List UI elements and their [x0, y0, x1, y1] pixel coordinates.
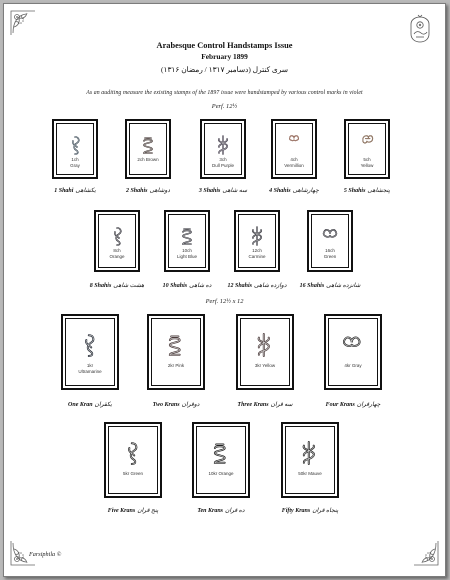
stamp-value-label: 4kr Gray [344, 363, 362, 368]
stamp-caption-persian: دوشاهی [149, 188, 171, 194]
stamp-caption-english: 8 Shahis [89, 283, 112, 289]
arabesque-handstamp-icon [140, 135, 156, 155]
stamp-caption-english: 12 Shahis [227, 283, 253, 289]
stamp-caption [222, 401, 308, 408]
stamp-frame [324, 314, 382, 390]
stamp-caption [220, 282, 294, 289]
stamp-caption-english: Ten Krans [197, 508, 224, 514]
stamp-frame [344, 119, 390, 179]
stamp-value-label: 16ch [325, 248, 335, 253]
stamp-caption-english: One Kran [68, 402, 93, 408]
stamp-caption [257, 187, 331, 194]
stamp-caption-persian: دوقران [181, 402, 200, 408]
stamp-caption [267, 507, 353, 514]
stamp-caption-persian: چهارشاهی [292, 188, 319, 194]
arabesque-handstamp-icon [179, 226, 195, 246]
stamp-caption-persian: دوازده شاهی [254, 283, 287, 289]
stamp-caption [330, 187, 404, 194]
stamp-color-label: Yellow [360, 163, 374, 168]
stamp-value-label: 50kr Mauve [298, 471, 322, 476]
stamp-caption [133, 401, 219, 408]
page-title: Arabesque Control Handstamps Issue [156, 41, 293, 50]
stamp-caption-persian: پنجاه قران [312, 508, 339, 514]
stamp-color-label: Light Blue [176, 254, 197, 259]
stamp-value-label: 10kr Orange [208, 471, 234, 476]
stamp-frame [236, 314, 294, 390]
arabesque-handstamp-icon [79, 332, 101, 358]
stamp-value-label: 12ch [252, 248, 262, 253]
arabesque-handstamp-icon [109, 226, 125, 246]
stamp-caption [293, 282, 367, 289]
stamp-caption-persian: ده شاهی [189, 283, 212, 289]
stamp-caption-persian: سه قران [270, 402, 293, 408]
stamp-frame [94, 210, 140, 272]
arabesque-handstamp-icon [299, 440, 321, 466]
stamp-caption [80, 282, 154, 289]
stamp-frame [104, 422, 162, 498]
arabesque-handstamp-icon [165, 332, 187, 358]
stamp-caption-persian: سه شاهی [222, 188, 248, 194]
stamp-caption-english: 2 Shahis [125, 188, 148, 194]
perforation-label: Perf. 12½ x 12 [205, 298, 244, 305]
stamp-value-label: 3kr Yellow [254, 363, 276, 368]
arabesque-handstamp-icon [249, 226, 265, 246]
persian-date: سری کنترل (دسامبر ۱۳۱۷ / رمضان ۱۳۱۶) [161, 65, 288, 74]
arabesque-handstamp-icon [283, 133, 305, 147]
arabesque-handstamp-icon [322, 226, 338, 246]
floral-corner-ornament-icon [413, 540, 439, 566]
stamp-caption [178, 507, 264, 514]
stamp-caption [310, 401, 396, 408]
stamp-frame [200, 119, 246, 179]
arabesque-handstamp-icon [67, 135, 83, 155]
issue-date: February 1899 [201, 52, 248, 61]
stamp-color-label: Carmine [248, 254, 266, 259]
lion-and-sun-crest-icon [407, 14, 433, 44]
stamp-frame [307, 210, 353, 272]
stamp-caption-persian: یکقران [94, 402, 112, 408]
stamp-caption-persian: شانزده شاهی [326, 283, 361, 289]
stamp-caption-persian: پنج قران [137, 508, 159, 514]
stamp-frame [125, 119, 171, 179]
stamp-caption [47, 401, 133, 408]
stamp-value-label: 1kr [86, 363, 94, 368]
stamp-caption-english: Four Krans [325, 402, 355, 408]
stamp-color-label: Gray [70, 163, 80, 168]
stamp-caption-english: Five Krans [107, 508, 136, 514]
perforation-label: Perf. 12½ [211, 103, 238, 110]
stamp-caption-english: 4 Shahis [269, 188, 291, 194]
issue-description: As an auditing measure the existing stamps of the 1897 issue were handstamped by various control marks in violet [86, 90, 363, 96]
stamp-caption [38, 187, 112, 194]
arabesque-handstamp-icon [122, 440, 144, 466]
stamp-value-label: 3ch [219, 157, 227, 162]
stamp-caption-persian: ده قران [225, 508, 245, 514]
stamp-caption-english: 5 Shahis [343, 188, 366, 194]
stamp-color-label: Orange [109, 254, 125, 259]
album-page [3, 3, 446, 577]
stamp-caption-persian: چهارقران [356, 402, 381, 408]
arabesque-handstamp-icon [356, 133, 378, 147]
stamp-value-label: 5ch [363, 157, 371, 162]
stamp-caption-english: 16 Shahis [299, 283, 325, 289]
stamp-caption-english: 10 Shahis [162, 283, 188, 289]
stamp-value-label: 8ch [113, 248, 121, 253]
stamp-caption-english: Fifty Krans [281, 508, 311, 514]
publisher-signature: Farsiphila © [29, 551, 62, 558]
stamp-frame [234, 210, 280, 272]
stamp-caption-persian: یکشاهی [75, 188, 96, 194]
stamp-caption [150, 282, 224, 289]
stamp-color-label: Ultramarine [78, 369, 102, 374]
stamp-frame [271, 119, 317, 179]
stamp-value-label: 10ch [182, 248, 192, 253]
stamp-frame [281, 422, 339, 498]
arabesque-handstamp-icon [210, 440, 232, 466]
stamp-frame [52, 119, 98, 179]
stamp-value-label: 2kr Pink [167, 363, 185, 368]
arabesque-handstamp-icon [342, 332, 364, 358]
stamp-caption-english: Three Krans [237, 402, 269, 408]
stamp-color-label: Dull Purple [211, 163, 234, 168]
stamp-caption-english: Two Krans [152, 402, 180, 408]
stamp-frame [192, 422, 250, 498]
arabesque-handstamp-icon [215, 135, 231, 155]
stamp-frame [147, 314, 205, 390]
arabesque-handstamp-icon [254, 332, 276, 358]
stamp-color-label: Vermillion [284, 163, 304, 168]
stamp-caption-english: 3 Shahis [198, 188, 221, 194]
floral-corner-ornament-icon [10, 10, 36, 36]
stamp-caption [186, 187, 260, 194]
stamp-caption-persian: پنجشاهی [367, 188, 391, 194]
stamp-caption [90, 507, 176, 514]
stamp-caption-persian: هشت شاهی [113, 283, 145, 289]
stamp-color-label: Green [323, 254, 337, 259]
stamp-caption [111, 187, 185, 194]
stamp-caption-english: 1 Shahi [54, 188, 74, 194]
stamp-value-label: 2ch Brown [137, 157, 159, 162]
stamp-frame [61, 314, 119, 390]
stamp-value-label: 4ch [290, 157, 298, 162]
stamp-frame [164, 210, 210, 272]
stamp-value-label: 5kr Green [122, 471, 143, 476]
stamp-value-label: 1ch [71, 157, 79, 162]
